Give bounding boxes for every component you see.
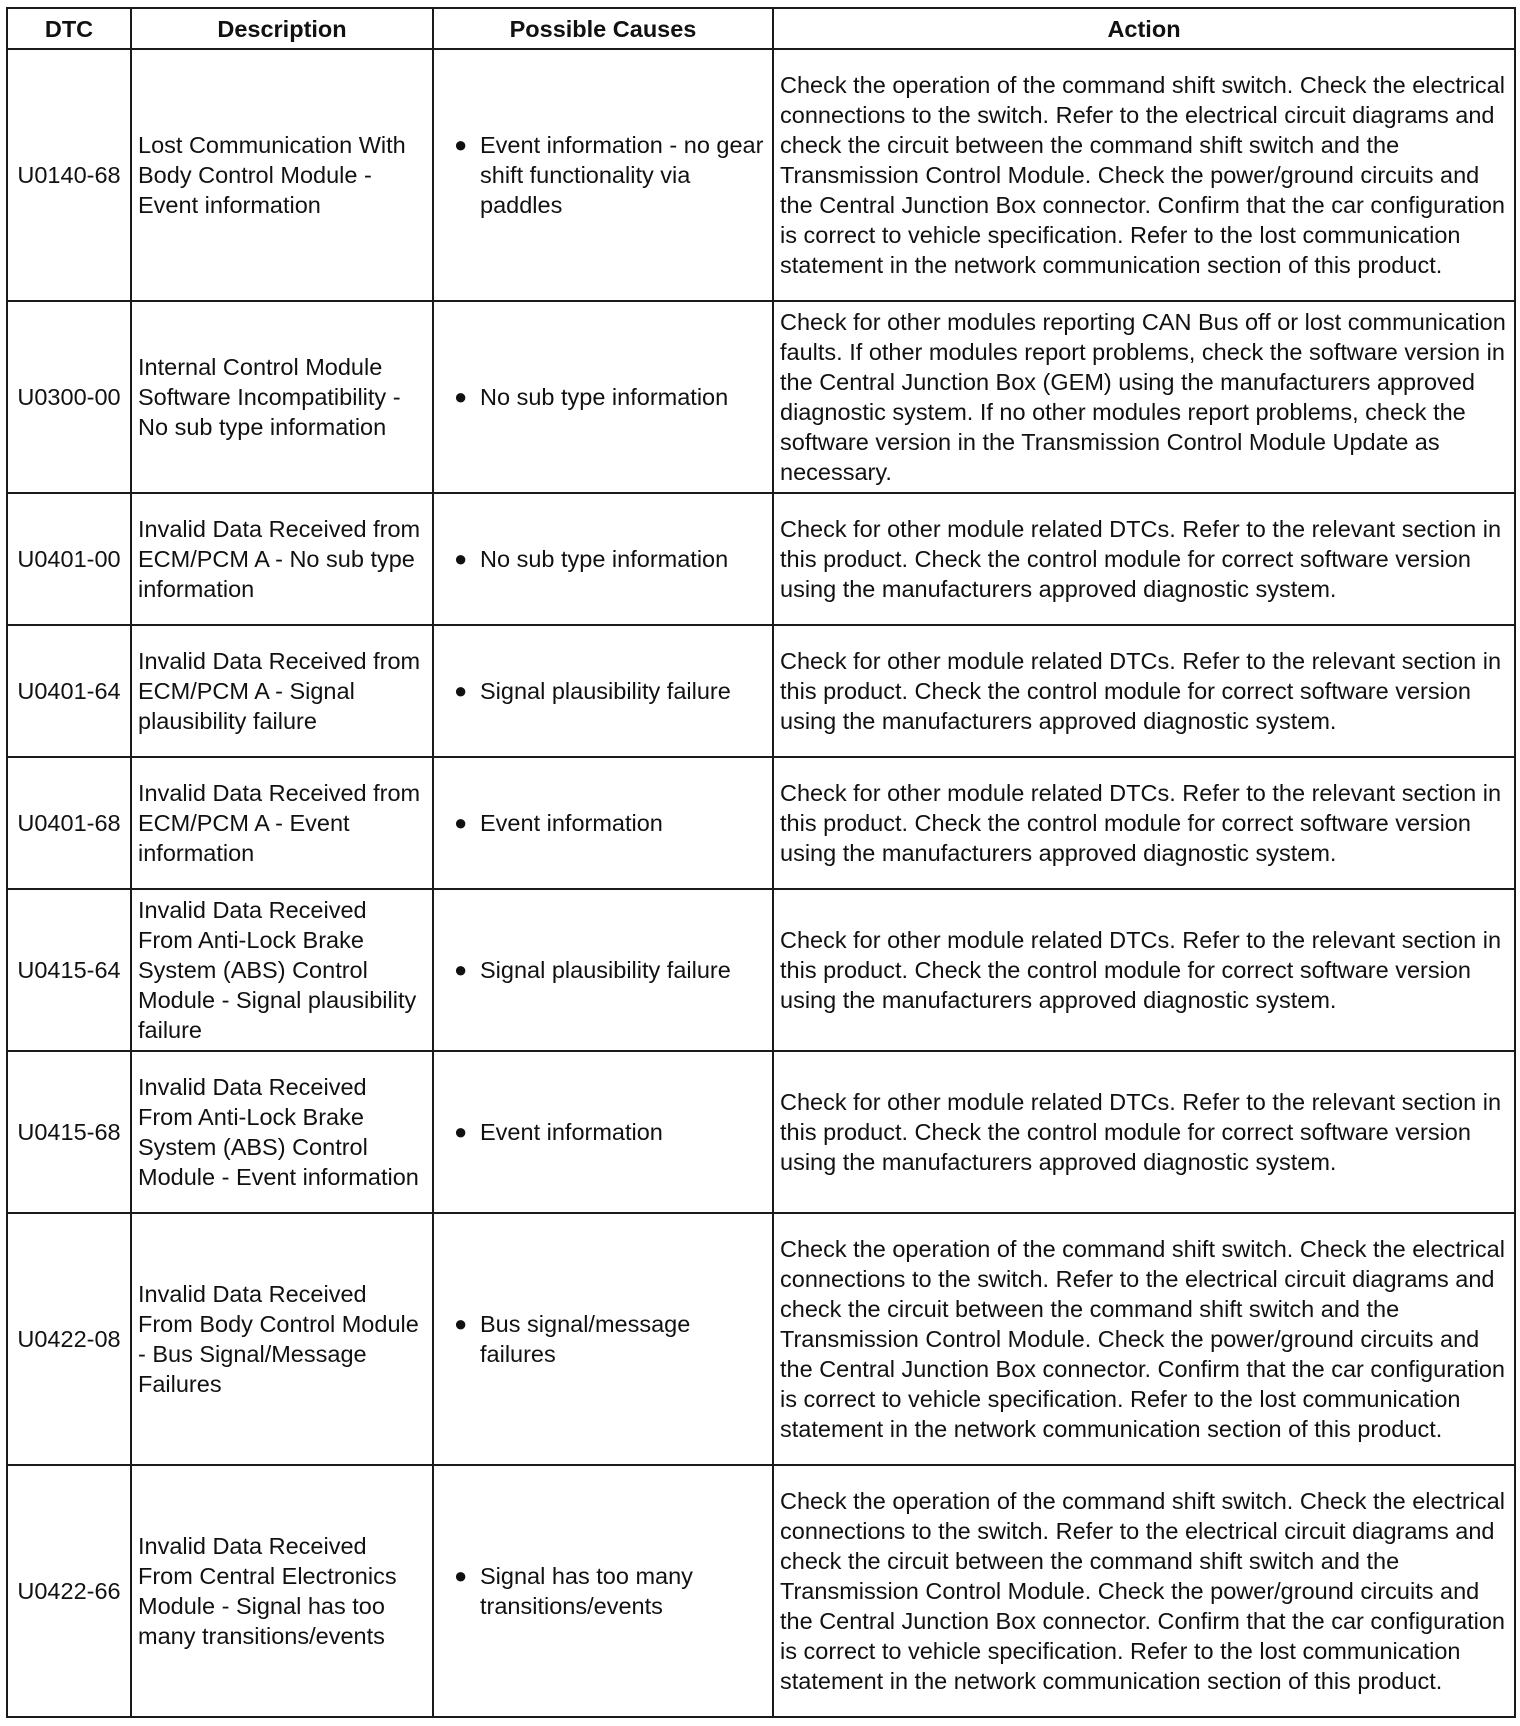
dtc-code: U0401-00 xyxy=(7,493,131,625)
possible-cause xyxy=(433,493,773,625)
cause-text: Bus signal/message failures xyxy=(480,1311,691,1367)
table-row xyxy=(7,1213,1515,1465)
possible-cause xyxy=(433,49,773,301)
dtc-description: Lost Communication With Body Control Module - Event information xyxy=(131,49,433,301)
bullet-icon: ● xyxy=(454,1119,468,1144)
dtc-code: U0401-64 xyxy=(7,625,131,757)
header-possible-causes: Possible Causes xyxy=(433,8,773,49)
dtc-description: Invalid Data Received from ECM/PCM A - No sub type information xyxy=(131,493,433,625)
cause-text: No sub type information xyxy=(480,546,729,572)
dtc-document xyxy=(6,7,1514,1718)
bullet-icon: ● xyxy=(454,1563,468,1588)
dtc-table xyxy=(6,7,1516,1718)
action-text: Check the operation of the command shift switch. Check the electrical connections to the switch. Refer to the electrical circuit diagrams and check the circuit between the command shift switch and the Transmission Control Module. Check the power/ground circuits and the Central Junction Box connector. Confirm that the car configuration is correct to vehicle specification. Refer to the lost communication statement in the network communication section of this product. xyxy=(773,1465,1515,1717)
dtc-code: U0300-00 xyxy=(7,301,131,493)
action-text: Check for other module related DTCs. Refer to the relevant section in this product. Check the control module for correct software version using the manufacturers approved diagnostic system. xyxy=(773,625,1515,757)
bullet-icon: ● xyxy=(454,810,468,835)
table-row xyxy=(7,493,1515,625)
table-row xyxy=(7,889,1515,1051)
possible-cause xyxy=(433,625,773,757)
action-text: Check for other module related DTCs. Refer to the relevant section in this product. Check the control module for correct software version using the manufacturers approved diagnostic system. xyxy=(773,757,1515,889)
dtc-description: Internal Control Module Software Incompatibility - No sub type information xyxy=(131,301,433,493)
cause-text: Signal plausibility failure xyxy=(480,678,731,704)
dtc-code: U0140-68 xyxy=(7,49,131,301)
action-text: Check for other modules reporting CAN Bus off or lost communication faults. If other modules report problems, check the software version in the Central Junction Box (GEM) using the manufacturers approved diagnostic system. If no other modules report problems, check the software version in the Transmission Control Module Update as necessary. xyxy=(773,301,1515,493)
cause-text: Signal plausibility failure xyxy=(480,957,731,983)
table-row xyxy=(7,49,1515,301)
bullet-icon: ● xyxy=(454,132,468,157)
table-row xyxy=(7,1051,1515,1213)
dtc-description: Invalid Data Received from ECM/PCM A - Signal plausibility failure xyxy=(131,625,433,757)
cause-text: Event information xyxy=(480,1119,663,1145)
table-header-row xyxy=(7,8,1515,49)
cause-text: Event information - no gear shift functionality via paddles xyxy=(480,132,764,218)
table-row xyxy=(7,1465,1515,1717)
header-description: Description xyxy=(131,8,433,49)
possible-cause xyxy=(433,1465,773,1717)
header-action: Action xyxy=(773,8,1515,49)
bullet-icon: ● xyxy=(454,1311,468,1336)
dtc-code: U0422-66 xyxy=(7,1465,131,1717)
cause-text: Signal has too many transitions/events xyxy=(480,1563,693,1619)
dtc-code: U0415-64 xyxy=(7,889,131,1051)
bullet-icon: ● xyxy=(454,678,468,703)
table-row xyxy=(7,757,1515,889)
possible-cause xyxy=(433,757,773,889)
dtc-description: Invalid Data Received From Anti-Lock Brake System (ABS) Control Module - Event information xyxy=(131,1051,433,1213)
dtc-code: U0415-68 xyxy=(7,1051,131,1213)
dtc-description: Invalid Data Received From Anti-Lock Brake System (ABS) Control Module - Signal plausibility failure xyxy=(131,889,433,1051)
table-row xyxy=(7,301,1515,493)
bullet-icon: ● xyxy=(454,957,468,982)
dtc-code: U0401-68 xyxy=(7,757,131,889)
dtc-code: U0422-08 xyxy=(7,1213,131,1465)
action-text: Check for other module related DTCs. Refer to the relevant section in this product. Check the control module for correct software version using the manufacturers approved diagnostic system. xyxy=(773,493,1515,625)
possible-cause xyxy=(433,301,773,493)
table-row xyxy=(7,625,1515,757)
cause-text: No sub type information xyxy=(480,384,729,410)
action-text: Check for other module related DTCs. Refer to the relevant section in this product. Check the control module for correct software version using the manufacturers approved diagnostic system. xyxy=(773,1051,1515,1213)
possible-cause xyxy=(433,1213,773,1465)
bullet-icon: ● xyxy=(454,546,468,571)
dtc-description: Invalid Data Received From Body Control Module - Bus Signal/Message Failures xyxy=(131,1213,433,1465)
bullet-icon: ● xyxy=(454,384,468,409)
action-text: Check the operation of the command shift switch. Check the electrical connections to the switch. Refer to the electrical circuit diagrams and check the circuit between the command shift switch and the Transmission Control Module. Check the power/ground circuits and the Central Junction Box connector. Confirm that the car configuration is correct to vehicle specification. Refer to the lost communication statement in the network communication section of this product. xyxy=(773,49,1515,301)
possible-cause xyxy=(433,889,773,1051)
cause-text: Event information xyxy=(480,810,663,836)
action-text: Check for other module related DTCs. Refer to the relevant section in this product. Check the control module for correct software version using the manufacturers approved diagnostic system. xyxy=(773,889,1515,1051)
possible-cause xyxy=(433,1051,773,1213)
header-dtc: DTC xyxy=(7,8,131,49)
action-text: Check the operation of the command shift switch. Check the electrical connections to the switch. Refer to the electrical circuit diagrams and check the circuit between the command shift switch and the Transmission Control Module. Check the power/ground circuits and the Central Junction Box connector. Confirm that the car configuration is correct to vehicle specification. Refer to the lost communication statement in the network communication section of this product. xyxy=(773,1213,1515,1465)
dtc-description: Invalid Data Received from ECM/PCM A - Event information xyxy=(131,757,433,889)
dtc-description: Invalid Data Received From Central Electronics Module - Signal has too many transitions/events xyxy=(131,1465,433,1717)
